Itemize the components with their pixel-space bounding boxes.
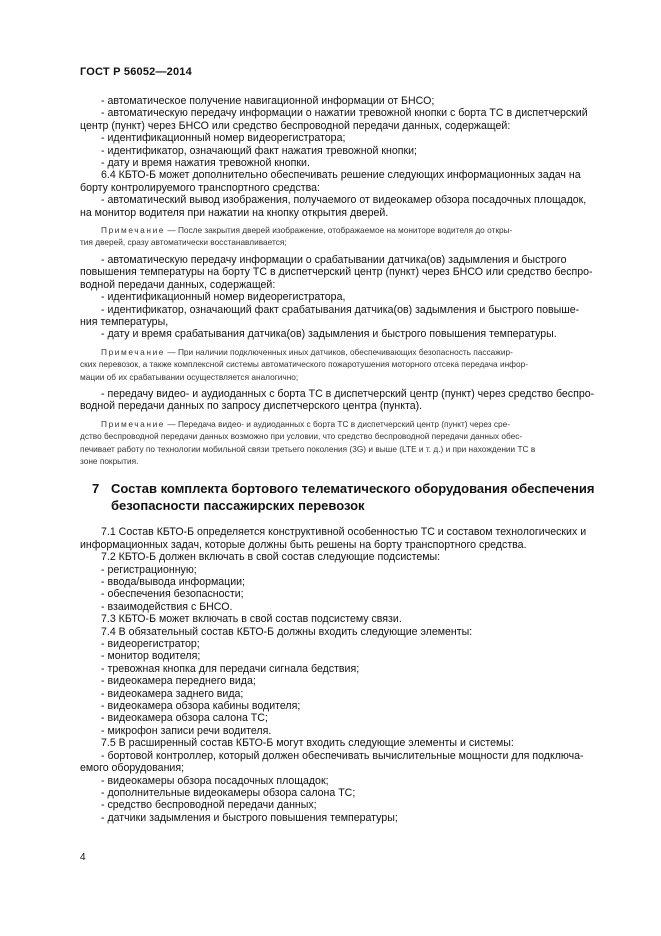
text-line: 7.3 КБТО-Б может включать в свой состав подсистему связи. bbox=[101, 613, 402, 626]
text-line: - датчики задымления и быстрого повышения температуры; bbox=[101, 811, 398, 824]
text-line: водной передачи данных, содержащей: bbox=[80, 278, 276, 291]
text-line: - монитор водителя; bbox=[101, 650, 201, 663]
text-line: - ввода/вывода информации; bbox=[101, 576, 245, 588]
text-line: - взаимодействия с БНСО. bbox=[101, 600, 233, 613]
text-line: - обеспечения безопасности; bbox=[101, 588, 244, 601]
page-content bbox=[80, 95, 613, 824]
text-line: 7.1 Состав КБТО-Б определяется конструктивной особенностью ТС и составом технологических и bbox=[101, 526, 587, 539]
text-line: 7.5 В расширенный состав КБТО-Б могут входить следующие элементы и системы: bbox=[101, 737, 514, 750]
text-line: - дату и время срабатывания датчика(ов) задымления и быстрого повышения температуры. bbox=[101, 328, 557, 341]
text-line: информационных задач, которые должны быть решены на борту транспортного средства. bbox=[80, 538, 527, 551]
text-line: - тревожная кнопка для передачи сигнала бедствия; bbox=[101, 662, 360, 675]
note-line: тия дверей, сразу автоматически восстанавливается; bbox=[80, 237, 287, 248]
text-line: центр (пункт) через БНСО или средство беспроводной передачи данных, содержащей: bbox=[80, 119, 511, 132]
text-line: - дату и время нажатия тревожной кнопки. bbox=[101, 157, 310, 170]
note-line: мации об их срабатывании осуществляется аналогично; bbox=[80, 371, 299, 382]
text-line: - автоматическую передачу информации о нажатии тревожной кнопки с борта ТС в диспетчерский bbox=[101, 107, 588, 120]
text-line: 7.4 В обязательный состав КБТО-Б должны входить следующие элементы: bbox=[101, 625, 473, 638]
text-line: - идентификатор, означающий факт нажатия тревожной кнопки; bbox=[101, 144, 417, 157]
text-line: борту контролируемого транспортного средства: bbox=[80, 181, 320, 194]
text-line: - идентификатор, означающий факт срабатывания датчика(ов) задымления и быстрого повыше- bbox=[101, 303, 580, 316]
note-line: ских перевозок, а также комплексной системы автоматического пожаротушения моторного отсека передача инфор- bbox=[80, 359, 529, 370]
text-line: ния температуры, bbox=[80, 315, 169, 328]
text-line: повышения температуры на борту ТС в диспетчерский центр (пункт) через БНСО или средство беспро- bbox=[80, 266, 593, 279]
text-line: - дополнительные видеокамеры обзора салона ТС; bbox=[101, 786, 356, 799]
text-line: - автоматическую передачу информации о срабатывании датчика(ов) задымления и быстрого bbox=[101, 253, 567, 266]
text-line: - идентификационный номер видеорегистратора, bbox=[101, 291, 346, 304]
document-header: ГОСТ Р 56052—2014 bbox=[80, 66, 192, 78]
page-number: 4 bbox=[80, 852, 86, 863]
note-line: зоне покрытия. bbox=[80, 455, 139, 466]
text-line: - видеокамера переднего вида; bbox=[101, 675, 256, 688]
note-line: Примечание — Передача видео- и аудиоданных с борта ТС в диспетчерский центр (пункт) через сре- bbox=[101, 418, 511, 429]
section-title-continued: безопасности пассажирских перевозок bbox=[111, 497, 365, 513]
text-line: 7.2 КБТО-Б должен включать в свой состав следующие подсистемы: bbox=[101, 551, 441, 564]
note-line: Примечание — При наличии подключенных иных датчиков, обеспечивающих безопасность пассажир- bbox=[101, 346, 513, 357]
text-line: - автоматическое получение навигационной информации от БНСО; bbox=[101, 95, 435, 107]
text-line: - видеокамера обзора кабины водителя; bbox=[101, 700, 301, 713]
note-label: Примечание bbox=[101, 346, 166, 357]
section-number: 7 bbox=[92, 481, 100, 497]
note-line: печивает работу по технологии мобильной связи третьего поколения (3G) и выше (LTE и т. д.) и при нахождении ТС в bbox=[80, 443, 536, 454]
note-label: Примечание bbox=[101, 225, 166, 236]
note-line: дство беспроводной передачи данных возможно при условии, что средство беспроводной передачи данных обес- bbox=[80, 431, 523, 442]
text-line: - автоматический вывод изображения, получаемого от видеокамер обзора посадочных площадок, bbox=[101, 194, 587, 207]
text-line: - видеорегистратор; bbox=[101, 638, 200, 651]
section-title: Состав комплекта бортового телематического оборудования обеспечения bbox=[111, 481, 595, 497]
text-line: - бортовой контроллер, который должен обеспечивать вычислительные мощности для подключа- bbox=[101, 749, 584, 762]
note-label: Примечание bbox=[101, 418, 166, 429]
text-line: - видеокамера заднего вида; bbox=[101, 687, 244, 700]
text-line: - передачу видео- и аудиоданных с борта ТС в диспетчерский центр (пункт) через средство беспро- bbox=[101, 387, 595, 400]
text-line: - видеокамера обзора салона ТС; bbox=[101, 712, 268, 725]
text-line: - микрофон записи речи водителя. bbox=[101, 724, 272, 737]
text-line: водной передачи данных по запросу диспетчерского центра (пункта). bbox=[80, 400, 423, 413]
text-line: - идентификационный номер видеорегистратора; bbox=[101, 132, 346, 145]
text-line: 6.4 КБТО-Б может дополнительно обеспечивать решение следующих информационных задач на bbox=[101, 169, 581, 182]
text-line: - регистрационную; bbox=[101, 563, 197, 576]
text-line: на монитор водителя при нажатии на кнопку открытия дверей. bbox=[80, 206, 389, 219]
note-line: Примечание — После закрытия дверей изображение, отображаемое на мониторе водителя до откры- bbox=[101, 225, 513, 236]
section-heading bbox=[80, 481, 613, 514]
text-line: - средство беспроводной передачи данных; bbox=[101, 799, 317, 812]
text-line: - видеокамеры обзора посадочных площадок; bbox=[101, 774, 329, 787]
text-line: емого оборудования; bbox=[80, 762, 185, 775]
